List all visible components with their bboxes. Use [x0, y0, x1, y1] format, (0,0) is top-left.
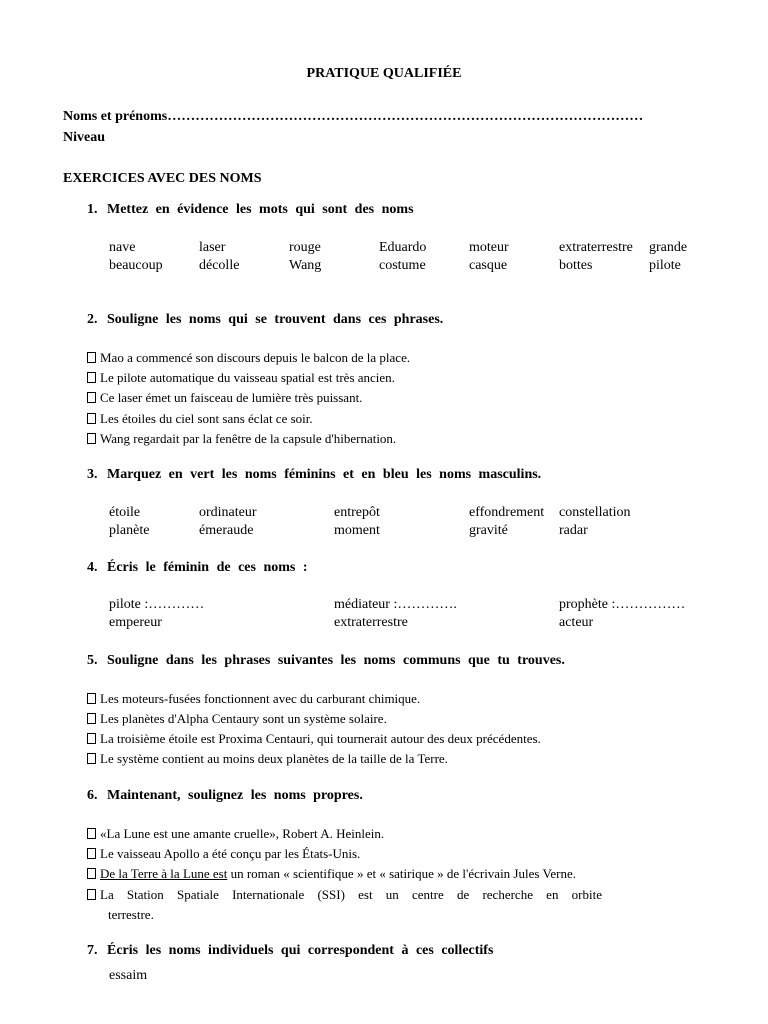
word: empereur — [109, 615, 162, 630]
list-item: Mao a commencé son discours depuis le balcon de la place. — [87, 350, 410, 366]
list-item: La Station Spatiale Internationale (SSI) est un centre de recherche en orbite — [87, 887, 602, 903]
word: entrepôt — [334, 505, 380, 520]
question-6 — [87, 788, 363, 804]
checkbox-icon[interactable] — [87, 753, 96, 764]
checkbox-icon[interactable] — [87, 848, 96, 859]
checkbox-icon[interactable] — [87, 828, 96, 839]
question-text: Maintenant, soulignez les noms propres. — [107, 788, 363, 803]
checkbox-icon[interactable] — [87, 433, 96, 444]
question-4 — [87, 560, 308, 576]
word: casque — [469, 258, 508, 273]
word: moteur — [469, 240, 509, 255]
word: essaim — [109, 968, 148, 983]
list-item: Les moteurs-fusées fonctionnent avec du carburant chimique. — [87, 691, 420, 707]
word: pilote — [649, 258, 681, 273]
list-item: La troisième étoile est Proxima Centauri, qui tournerait autour des deux précédentes. — [87, 731, 541, 747]
word: radar — [559, 523, 588, 538]
section-title: EXERCICES AVEC DES NOMS — [63, 171, 262, 186]
underlined-title: De la Terre à la Lune est — [100, 866, 228, 881]
level-field-label: Niveau — [63, 130, 105, 145]
word: beaucoup — [109, 258, 163, 273]
question-1 — [87, 202, 414, 218]
question-number: 5. — [87, 653, 98, 668]
word: prophète :…………… — [559, 597, 686, 612]
question-number: 7. — [87, 943, 98, 958]
list-item-continuation: terrestre. — [108, 907, 154, 922]
word: ordinateur — [199, 505, 257, 520]
checkbox-icon[interactable] — [87, 413, 96, 424]
question-7 — [87, 943, 493, 959]
checkbox-icon[interactable] — [87, 713, 96, 724]
list-item: Le système contient au moins deux planètes de la taille de la Terre. — [87, 751, 448, 767]
list-item: Le vaisseau Apollo a été conçu par les États-Unis. — [87, 846, 360, 862]
checkbox-icon[interactable] — [87, 868, 96, 879]
question-5 — [87, 653, 565, 669]
question-text: Souligne les noms qui se trouvent dans ces phrases. — [107, 312, 444, 327]
checkbox-icon[interactable] — [87, 372, 96, 383]
question-number: 3. — [87, 467, 98, 482]
word: bottes — [559, 258, 593, 273]
checkbox-icon[interactable] — [87, 693, 96, 704]
word: moment — [334, 523, 380, 538]
names-field-label: Noms et prénoms………………………………………………………………………………………… — [63, 109, 644, 124]
list-item: Ce laser émet un faisceau de lumière très puissant. — [87, 390, 362, 406]
word: nave — [109, 240, 136, 255]
question-3 — [87, 467, 541, 483]
question-number: 6. — [87, 788, 98, 803]
word: rouge — [289, 240, 321, 255]
question-text: Souligne dans les phrases suivantes les noms communs que tu trouves. — [107, 653, 565, 668]
word: effondrement — [469, 505, 545, 520]
question-number: 1. — [87, 202, 98, 217]
checkbox-icon[interactable] — [87, 889, 96, 900]
word: constellation — [559, 505, 631, 520]
word: acteur — [559, 615, 594, 630]
question-number: 4. — [87, 560, 98, 575]
word: Eduardo — [379, 240, 427, 255]
list-item: Wang regardait par la fenêtre de la capsule d'hibernation. — [87, 431, 396, 447]
checkbox-icon[interactable] — [87, 352, 96, 363]
checkbox-icon[interactable] — [87, 733, 96, 744]
word: extraterrestre — [559, 240, 633, 255]
word: Wang — [289, 258, 322, 273]
checkbox-icon[interactable] — [87, 392, 96, 403]
list-item: Les étoiles du ciel sont sans éclat ce soir. — [87, 411, 313, 427]
list-item: Les planètes d'Alpha Centaury sont un système solaire. — [87, 711, 387, 727]
word: pilote :………… — [109, 597, 205, 612]
word: extraterrestre — [334, 615, 408, 630]
question-number: 2. — [87, 312, 98, 327]
question-text: Écris les noms individuels qui correspondent à ces collectifs — [107, 943, 494, 958]
word: laser — [199, 240, 226, 255]
page-title: PRATIQUE QUALIFIÉE — [306, 66, 462, 81]
question-text: Marquez en vert les noms féminins et en bleu les noms masculins. — [107, 467, 542, 482]
word: émeraude — [199, 523, 254, 538]
question-text: Écris le féminin de ces noms : — [107, 560, 308, 575]
question-2 — [87, 312, 443, 328]
word: gravité — [469, 523, 508, 538]
word: médiateur :…………. — [334, 597, 457, 612]
word: étoile — [109, 505, 141, 520]
list-item: Le pilote automatique du vaisseau spatial est très ancien. — [87, 370, 395, 386]
question-text: Mettez en évidence les mots qui sont des noms — [107, 202, 414, 217]
list-item: «La Lune est une amante cruelle», Robert A. Heinlein. — [87, 826, 384, 842]
word: décolle — [199, 258, 240, 273]
list-item: De la Terre à la Lune est un roman « scientifique » et « satirique » de l'écrivain Jules Verne. — [87, 866, 576, 882]
word: grande — [649, 240, 688, 255]
word: costume — [379, 258, 426, 273]
word: planète — [109, 523, 150, 538]
